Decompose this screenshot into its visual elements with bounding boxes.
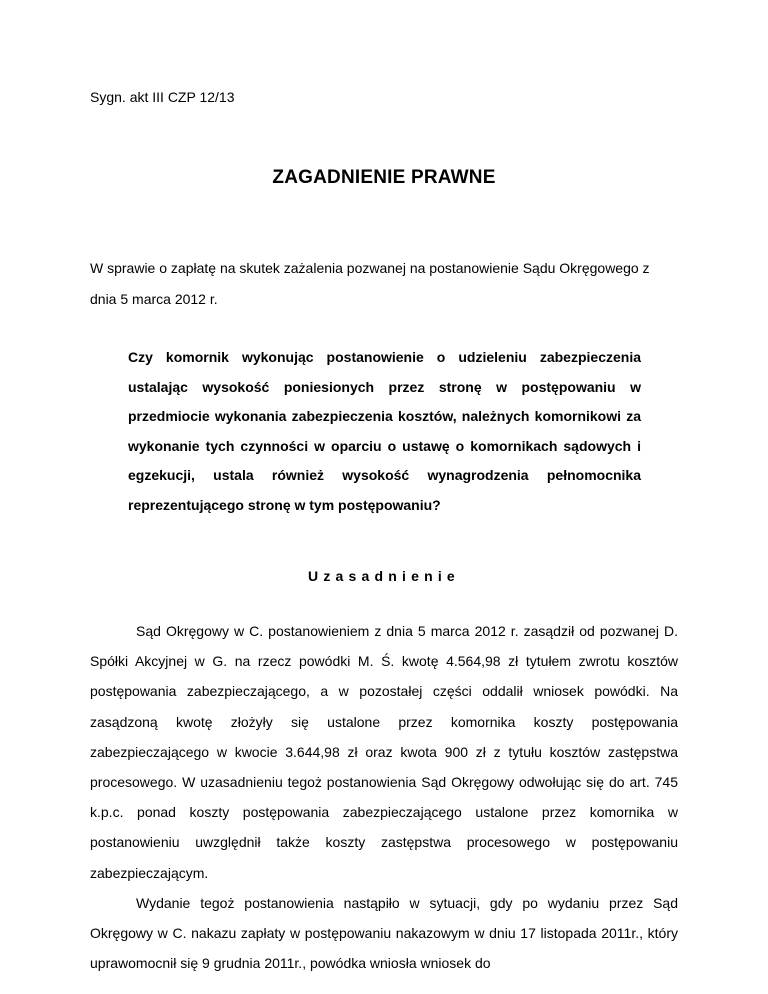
justification-paragraph: Wydanie tegoż postanowienia nastąpiło w sytuacji, gdy po wydaniu przez Sąd Okręgowy w C. nakazu zapłaty w postępowaniu nakazowym w dniu 17 listopada 2011r., który uprawomocnił się 9 grudnia 2011r., powódka wniosła wniosek do <box>90 894 678 972</box>
legal-question: Czy komornik wykonując postanowienie o udzieleniu zabezpieczenia ustalając wysokość poniesionych przez stronę w postępowaniu w przedmiocie wykonania zabezpieczenia kosztów, należnych komornikowi za wykonanie tych czynności w oparciu o ustawę o komornikach sądowych i egzekucji, ustala również wysokość wynagrodzenia pełnomocnika reprezentującego stronę w tym postępowaniu? <box>128 349 641 513</box>
intro-paragraph: W sprawie o zapłatę na skutek zażalenia pozwanej na postanowienie Sądu Okręgowego z dnia 5 marca 2012 r. <box>90 260 650 307</box>
justification-paragraph: Sąd Okręgowy w C. postanowieniem z dnia 5 marca 2012 r. zasądził od pozwanej D. Spółki Akcyjnej w G. na rzecz powódki M. Ś. kwotę 4.564,98 zł tytułem zwrotu kosztów postępowania zabezpieczającego, a w pozostałej części oddalił wniosek powódki. Na zasądzoną kwotę złożyły się ustalone przez komornika koszty postępowania zabezpieczającego w kwocie 3.644,98 zł oraz kwota 900 zł z tytułu kosztów zastępstwa procesowego. W uzasadnieniu tegoż postanowienia Sąd Okręgowy odwołując się do art. 745 k.p.c. ponad koszty postępowania zabezpieczającego ustalone przez komornika w postanowieniu uwzględnił także koszty zastępstwa procesowego w postępowaniu zabezpieczającym. <box>90 623 678 881</box>
document-title: ZAGADNIENIE PRAWNE <box>272 167 496 188</box>
case-signature: Sygn. akt III CZP 12/13 <box>90 89 235 105</box>
justification-body <box>90 616 678 978</box>
justification-heading: Uzasadnienie <box>308 568 460 584</box>
